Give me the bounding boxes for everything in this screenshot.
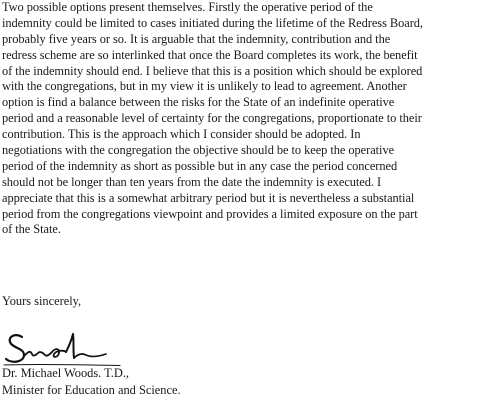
- body-line: of the indemnity should end. I believe that this is a position which should be explored: [2, 63, 423, 78]
- body-line: negotiations with the congregation the objective should be to keep the operative: [2, 143, 395, 158]
- body-line: redress scheme are so interlinked that once the Board completes its work, the benefit: [2, 47, 418, 62]
- body-line: Two possible options present themselves. Firstly the operative period of the: [2, 0, 373, 14]
- handwritten-signature: [2, 328, 122, 370]
- body-line: period of the indemnity as short as possible but in any case the period concerned: [2, 158, 398, 173]
- body-line: should not be longer than ten years from the date the indemnity is executed. I: [2, 174, 382, 189]
- body-line: of the State.: [2, 222, 61, 237]
- letter-closing: Yours sincerely,: [2, 294, 82, 308]
- body-line: appreciate that this is a somewhat arbitrary period but it is nevertheless a substantial: [2, 190, 415, 205]
- body-line: contribution. This is the approach which I consider should be adopted. In: [2, 127, 361, 142]
- letter-body: [2, 0, 496, 238]
- body-line: with the congregations, but in my view it is unlikely to lead to agreement. Another: [2, 79, 407, 94]
- body-line: period and a reasonable level of certainty for the congregations, proportionate to their: [2, 111, 422, 126]
- body-line: period from the congregations viewpoint and provides a limited exposure on the part: [2, 206, 418, 221]
- signer-name: Dr. Michael Woods. T.D.,: [2, 366, 130, 380]
- signer-title: Minister for Education and Science.: [2, 383, 181, 397]
- body-line: probably five years or so. It is arguable that the indemnity, contribution and the: [2, 31, 391, 46]
- body-line: option is find a balance between the risks for the State of an indefinite operative: [2, 95, 395, 110]
- body-line: indemnity could be limited to cases initiated during the lifetime of the Redress Board,: [2, 15, 423, 30]
